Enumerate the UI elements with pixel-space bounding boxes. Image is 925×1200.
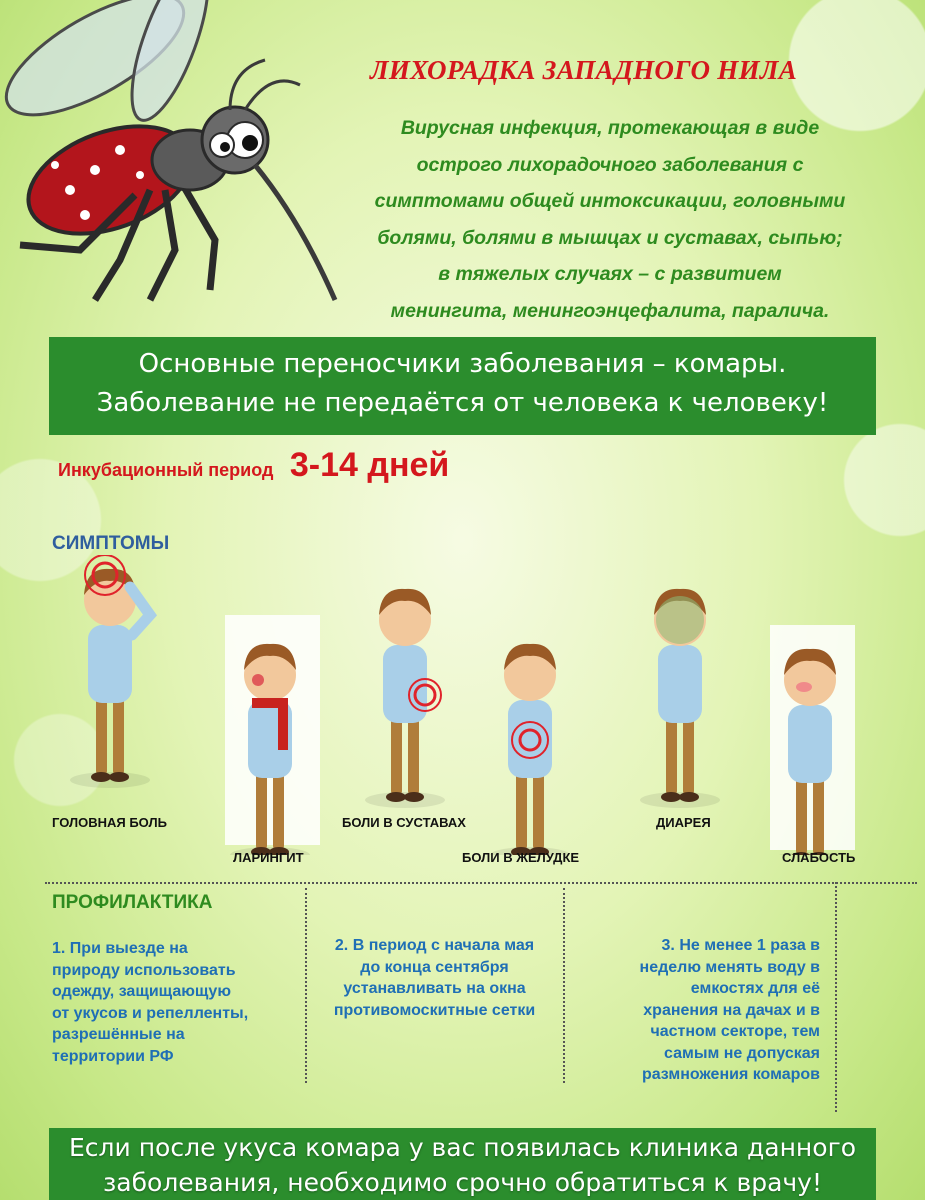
divider bbox=[45, 882, 917, 884]
tip-line: устанавливать на окна bbox=[343, 980, 526, 997]
incubation-value: 3-14 дней bbox=[289, 446, 450, 484]
joint-pain-figure bbox=[365, 589, 445, 808]
weakness-figure bbox=[770, 625, 855, 855]
tip-line: территории РФ bbox=[52, 1047, 174, 1065]
tip-line: частном секторе, тем bbox=[650, 1023, 820, 1040]
warning-line: Если после укуса комара у вас появилась клиника данного bbox=[69, 1133, 856, 1162]
warning-line: заболевания, необходимо срочно обратиться к врачу! bbox=[103, 1168, 822, 1197]
prevention-tip bbox=[52, 938, 297, 1067]
prevention-tip bbox=[580, 935, 820, 1086]
tip-line: одежду, защищающую bbox=[52, 983, 231, 1000]
symptom-figures bbox=[0, 555, 925, 855]
intro-line: болями, болями в мышцах и суставах, сыпью; bbox=[377, 226, 843, 249]
intro-line: менингита, менингоэнцефалита, паралича. bbox=[390, 299, 830, 322]
tip-line: противомоскитные сетки bbox=[333, 1001, 536, 1019]
symptom-label: ГОЛОВНАЯ БОЛЬ bbox=[52, 815, 167, 830]
tip-line: размножения комаров bbox=[641, 1066, 820, 1083]
carriers-banner bbox=[49, 337, 876, 435]
page-title: ЛИХОРАДКА ЗАПАДНОГО НИЛА bbox=[370, 55, 798, 85]
incubation-label: Инкубационный период bbox=[58, 460, 274, 480]
intro-text bbox=[330, 110, 890, 329]
symptom-label: ЛАРИНГИТ bbox=[233, 850, 304, 865]
divider bbox=[835, 882, 837, 1112]
tip-line: 2. В период с начала мая bbox=[334, 937, 535, 954]
incubation-period bbox=[58, 446, 449, 485]
mosquito-illustration bbox=[0, 0, 360, 320]
laryngitis-figure bbox=[225, 615, 320, 855]
prevention-title: ПРОФИЛАКТИКА bbox=[52, 892, 213, 913]
tip-line: емкостях для её bbox=[690, 980, 820, 997]
intro-line: Вирусная инфекция, протекающая в виде bbox=[400, 117, 820, 139]
tip-line: 3. Не менее 1 раза в bbox=[661, 937, 820, 954]
intro-line: острого лихорадочного заболевания с bbox=[416, 153, 804, 176]
stomach-pain-figure bbox=[490, 644, 570, 855]
divider bbox=[305, 888, 307, 1083]
prevention-tip bbox=[312, 935, 557, 1021]
carriers-line: Основные переносчики заболевания – комары. bbox=[138, 349, 787, 379]
intro-line: симптомами общей интоксикации, головными bbox=[374, 190, 846, 212]
symptoms-title: СИМПТОМЫ bbox=[52, 533, 170, 554]
tip-line: самым не допуская bbox=[663, 1044, 820, 1062]
intro-line: в тяжелых случаях – с развитием bbox=[438, 263, 782, 285]
tip-line: от укусов и репелленты, bbox=[52, 1004, 249, 1022]
symptom-label: БОЛИ В ЖЕЛУДКЕ bbox=[462, 850, 580, 865]
carriers-line: Заболевание не передаётся от человека к человеку! bbox=[96, 388, 829, 418]
diarrhea-figure bbox=[640, 589, 720, 808]
tip-line: природу использовать bbox=[52, 961, 236, 979]
symptom-label: ДИАРЕЯ bbox=[656, 815, 711, 830]
tip-line: разрешённые на bbox=[52, 1026, 185, 1043]
tip-line: хранения на дачах и в bbox=[643, 1001, 820, 1019]
tip-line: 1. При выезде на bbox=[52, 940, 188, 957]
divider bbox=[563, 888, 565, 1083]
headache-figure bbox=[70, 555, 150, 788]
symptom-label: СЛАБОСТЬ bbox=[782, 850, 856, 865]
tip-line: неделю менять воду в bbox=[639, 958, 820, 976]
tip-line: до конца сентября bbox=[360, 958, 509, 976]
symptom-label: БОЛИ В СУСТАВАХ bbox=[342, 815, 466, 830]
warning-banner bbox=[49, 1128, 876, 1200]
